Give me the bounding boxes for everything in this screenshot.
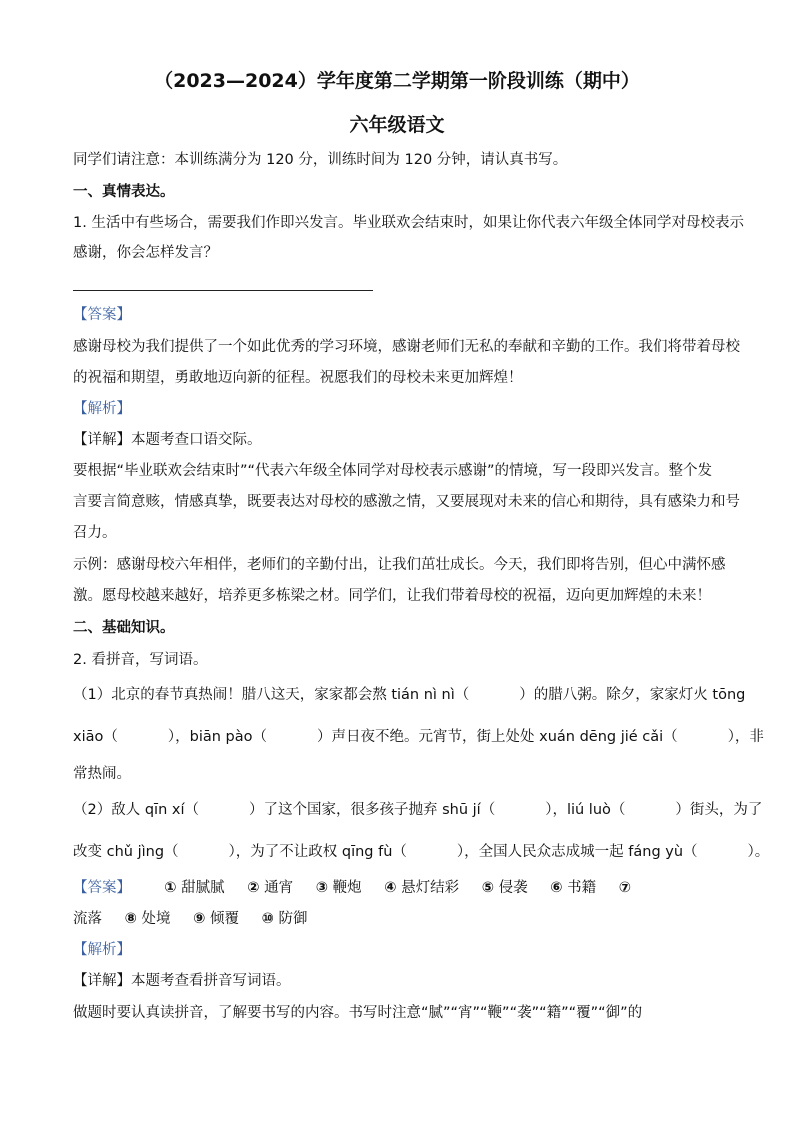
- answer2-line1: [73, 878, 631, 898]
- answer-item-word: 流落: [73, 911, 102, 927]
- question1-text-line1: 1. 生活中有些场合，需要我们作即兴发言。毕业联欢会结束时，如果让你代表六年级全体同学对母校表示: [73, 215, 744, 231]
- answer-item: ⑤ 侵袭: [481, 880, 528, 896]
- p2-seg-c: ），liú luò（: [545, 802, 626, 818]
- answer-item: ③ 鞭炮: [315, 880, 362, 896]
- answer-item: ⑥ 书籍: [550, 880, 597, 896]
- explanation-line3: 召力。: [73, 525, 117, 541]
- p1-seg-d: ），biān pào（: [167, 729, 268, 745]
- answer-item: ① 甜腻腻: [164, 880, 225, 896]
- p2-seg-g: ），全国人民众志成城一起 fáng yù（: [456, 844, 698, 860]
- page-title: （2023—2024）学年度第二学期第一阶段训练（期中）: [154, 70, 640, 92]
- tail-line: 做题时要认真读拼音，了解要书写的内容。书写时注意“腻”“宵”“鞭”“袭”“籍”“覆”“御”的: [73, 1005, 643, 1021]
- detail-line: 【详解】本题考查口语交际。: [73, 432, 262, 448]
- p1-seg-a: （1）北京的春节真热闹！腊八这天，家家都会熬 tián nì nì（: [73, 687, 470, 703]
- p1-seg-f: ），非: [727, 729, 764, 745]
- answer-item: ⑩ 防御: [261, 911, 308, 927]
- pinyin-paragraph1-line1: [73, 685, 745, 705]
- answer-item: ② 通宵: [247, 880, 294, 896]
- explanation-line2: 言要言简意赅，情感真挚，既要表达对母校的感激之情，又要展现对未来的信心和期待，具有感染力和号: [73, 494, 740, 510]
- p2-seg-h: ）。: [747, 844, 770, 860]
- answer1-line2: 的祝福和期望，勇敢地迈向新的征程。祝愿我们的母校未来更加辉煌！: [73, 370, 523, 386]
- answer-item: ⑧ 处境: [124, 911, 171, 927]
- answer2-tag: 【答案】: [73, 880, 131, 896]
- analysis2-tag: 【解析】: [73, 942, 131, 958]
- p2-seg-e: 改变 chǔ jìng（: [73, 844, 179, 860]
- page-subtitle: 六年级语文: [349, 114, 445, 136]
- answer-item: ④ 悬灯结彩: [384, 880, 460, 896]
- question2-title: 2. 看拼音，写词语。: [73, 652, 208, 668]
- pinyin-paragraph1-line2: [73, 727, 764, 747]
- p2-seg-a: （2）敌人 qīn xí（: [73, 802, 199, 818]
- answer-item: ⑨ 倾覆: [193, 911, 239, 927]
- p1-seg-e: ）声日夜不绝。元宵节，街上处处 xuán dēng jié cǎi（: [317, 729, 678, 745]
- answer2-line2: [73, 909, 326, 929]
- p1-seg-c: xiāo（: [73, 729, 118, 745]
- p1-seg-b: ）的腊八粥。除夕，家家灯火 tōng: [519, 687, 746, 703]
- question1-text-line2: 感谢，你会怎样发言？: [73, 245, 218, 261]
- p2-seg-f: ），为了不让政权 qīng fù（: [228, 844, 407, 860]
- example-line1: 示例：感谢母校六年相伴，老师们的辛勤付出，让我们茁壮成长。今天，我们即将告别，但心中满怀感: [73, 557, 726, 573]
- answer1-line1: 感谢母校为我们提供了一个如此优秀的学习环境，感谢老师们无私的奉献和辛勤的工作。我们将带着母校: [73, 339, 740, 355]
- p2-seg-d: ）街头，为了: [675, 802, 763, 818]
- answer-underline: [73, 290, 373, 291]
- example-line2: 激。愿母校越来越好，培养更多栋梁之材。同学们，让我们带着母校的祝福，迈向更加辉煌的未来！: [73, 588, 711, 604]
- answer-tag: 【答案】: [73, 307, 131, 323]
- section2-heading: 二、基础知识。: [73, 620, 175, 636]
- detail2-line: 【详解】本题考查看拼音写词语。: [73, 973, 291, 989]
- p2-seg-b: ）了这个国家，很多孩子抛弃 shū jí（: [248, 802, 496, 818]
- exam-notice: 同学们请注意：本训练满分为 120 分，训练时间为 120 分钟，请认真书写。: [73, 152, 568, 168]
- analysis-tag: 【解析】: [73, 401, 131, 417]
- explanation-line1: 要根据“毕业联欢会结束时”“代表六年级全体同学对母校表示感谢”的情境，写一段即兴发言。整个发: [73, 463, 713, 479]
- pinyin-paragraph2-line1: [73, 800, 762, 820]
- pinyin-paragraph1-line3: 常热闹。: [73, 766, 131, 782]
- section1-heading: 一、真情表达。: [73, 184, 175, 200]
- answer-item: ⑦: [618, 880, 631, 896]
- pinyin-paragraph2-line2: [73, 842, 769, 862]
